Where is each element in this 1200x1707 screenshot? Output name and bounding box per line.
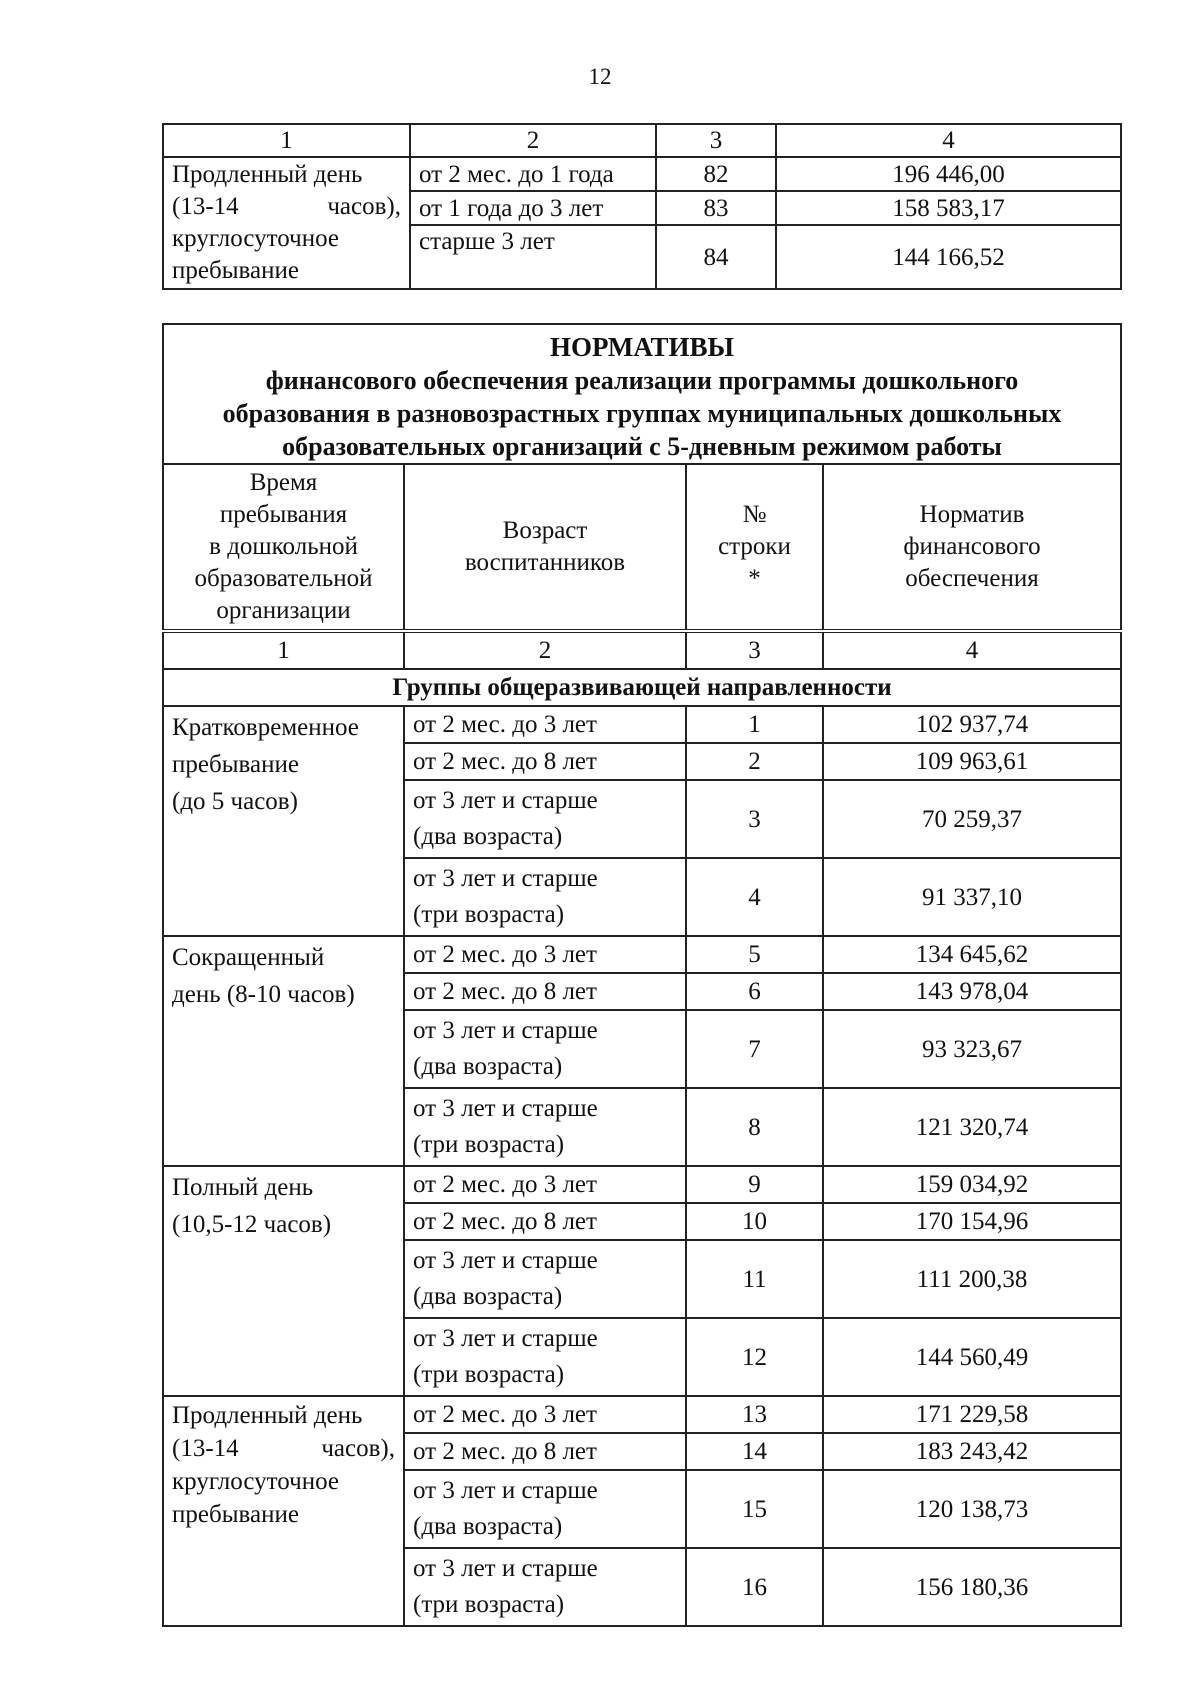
age-cell: от 2 мес. до 3 лет <box>404 936 686 973</box>
category-cell: Сокращенный день (8-10 часов) <box>163 936 404 1166</box>
row-number: 84 <box>656 225 776 289</box>
norm-value: 171 229,58 <box>823 1396 1121 1433</box>
category-cell <box>163 157 410 289</box>
norm-value: 196 446,00 <box>776 157 1121 191</box>
continuation-table <box>162 123 1122 290</box>
row-number: 11 <box>686 1240 823 1318</box>
age-cell: от 2 мес. до 8 лет <box>404 973 686 1010</box>
norm-value: 183 243,42 <box>823 1433 1121 1470</box>
header-time: Время пребывания в дошкольной образовательной организации <box>163 464 404 631</box>
table-row <box>163 157 1121 191</box>
row-number: 83 <box>656 191 776 225</box>
row-number: 12 <box>686 1318 823 1396</box>
row-number: 16 <box>686 1548 823 1626</box>
norm-value: 156 180,36 <box>823 1548 1121 1626</box>
title-line: образовательных организаций с 5-дневным режимом работы <box>282 432 1002 461</box>
category-cell: Продленный день (13-14 часов), круглосуточное пребывание <box>163 1396 404 1626</box>
age-cell: от 3 лет и старше (три возраста) <box>404 1318 686 1396</box>
header-row <box>163 464 1121 631</box>
age-cell: от 3 лет и старше (два возраста) <box>404 1010 686 1088</box>
col-number: 3 <box>686 631 823 669</box>
category-line: (13-14 часов), <box>172 193 401 220</box>
age-cell: от 3 лет и старше (два возраста) <box>404 1470 686 1548</box>
age-cell: от 2 мес. до 8 лет <box>404 1203 686 1240</box>
norm-value: 120 138,73 <box>823 1470 1121 1548</box>
col-number: 3 <box>656 124 776 157</box>
norm-value: 143 978,04 <box>823 973 1121 1010</box>
col-number: 1 <box>163 124 410 157</box>
header-age: Возраст воспитанников <box>404 464 686 631</box>
table-row <box>163 1166 1121 1203</box>
norm-value: 111 200,38 <box>823 1240 1121 1318</box>
title-line: финансового обеспечения реализации программы дошкольного <box>265 366 1019 395</box>
age-cell: от 2 мес. до 8 лет <box>404 743 686 780</box>
norm-value: 91 337,10 <box>823 858 1121 936</box>
age-cell: от 2 мес. до 3 лет <box>404 1396 686 1433</box>
normatives-table <box>162 323 1122 1627</box>
row-number: 9 <box>686 1166 823 1203</box>
row-number: 13 <box>686 1396 823 1433</box>
norm-value: 144 560,49 <box>823 1318 1121 1396</box>
row-number: 6 <box>686 973 823 1010</box>
row-number: 8 <box>686 1088 823 1166</box>
norm-value: 121 320,74 <box>823 1088 1121 1166</box>
category-line: круглосуточное <box>172 225 339 252</box>
category-line: пребывание <box>172 257 299 284</box>
table-row <box>163 936 1121 973</box>
header-row-number: № строки * <box>686 464 823 631</box>
age-cell: старше 3 лет <box>410 225 656 289</box>
age-cell: от 3 лет и старше (два возраста) <box>404 780 686 858</box>
title-heading: НОРМАТИВЫ <box>549 332 735 362</box>
page-number: 12 <box>588 64 612 89</box>
age-cell: от 3 лет и старше (три возраста) <box>404 1088 686 1166</box>
category-cell: Полный день (10,5-12 часов) <box>163 1166 404 1396</box>
row-number: 2 <box>686 743 823 780</box>
column-number-row <box>163 631 1121 669</box>
norm-value: 158 583,17 <box>776 191 1121 225</box>
table-title <box>163 324 1121 464</box>
norm-value: 102 937,74 <box>823 706 1121 743</box>
norm-value: 70 259,37 <box>823 780 1121 858</box>
col-number: 4 <box>823 631 1121 669</box>
section-title: Группы общеразвивающей направленности <box>163 669 1121 706</box>
category-cell: Кратковременное пребывание (до 5 часов) <box>163 706 404 936</box>
age-cell: от 1 года до 3 лет <box>410 191 656 225</box>
row-number: 1 <box>686 706 823 743</box>
column-number-row <box>163 124 1121 157</box>
age-cell: от 3 лет и старше (два возраста) <box>404 1240 686 1318</box>
category-line: Продленный день <box>172 161 363 188</box>
col-number: 2 <box>404 631 686 669</box>
row-number: 15 <box>686 1470 823 1548</box>
age-cell: от 3 лет и старше (три возраста) <box>404 1548 686 1626</box>
norm-value: 159 034,92 <box>823 1166 1121 1203</box>
row-number: 7 <box>686 1010 823 1088</box>
age-cell: от 2 мес. до 1 года <box>410 157 656 191</box>
row-number: 3 <box>686 780 823 858</box>
row-number: 10 <box>686 1203 823 1240</box>
age-cell: от 2 мес. до 3 лет <box>404 1166 686 1203</box>
row-number: 5 <box>686 936 823 973</box>
header-norm: Норматив финансового обеспечения <box>823 464 1121 631</box>
age-cell: от 2 мес. до 8 лет <box>404 1433 686 1470</box>
norm-value: 109 963,61 <box>823 743 1121 780</box>
norm-value: 144 166,52 <box>776 225 1121 289</box>
col-number: 2 <box>410 124 656 157</box>
col-number: 1 <box>163 631 404 669</box>
norm-value: 134 645,62 <box>823 936 1121 973</box>
age-cell: от 3 лет и старше (три возраста) <box>404 858 686 936</box>
row-number: 82 <box>656 157 776 191</box>
table-row <box>163 1396 1121 1433</box>
norm-value: 170 154,96 <box>823 1203 1121 1240</box>
row-number: 4 <box>686 858 823 936</box>
table-row <box>163 706 1121 743</box>
col-number: 4 <box>776 124 1121 157</box>
age-cell: от 2 мес. до 3 лет <box>404 706 686 743</box>
row-number: 14 <box>686 1433 823 1470</box>
title-line: образования в разновозрастных группах муниципальных дошкольных <box>222 399 1062 428</box>
norm-value: 93 323,67 <box>823 1010 1121 1088</box>
